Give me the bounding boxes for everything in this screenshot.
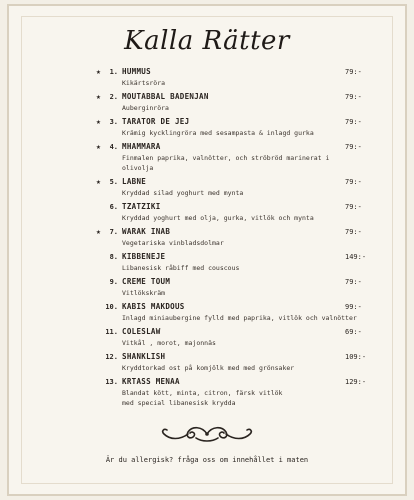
menu-item-name: SHANKLISH [122, 352, 166, 361]
menu-item-description-line: Krämig kycklingröra med sesampasta & inlagd gurka [122, 129, 314, 137]
menu-item-description [0, 363, 362, 373]
menu-item-number: 11. [105, 328, 118, 336]
menu-item-description-line: Auberginröra [122, 104, 169, 112]
menu-item-price: 149:- [345, 253, 367, 261]
menu-item-name: KABIS MAKDOUS [122, 302, 185, 311]
menu-item-price: 129:- [345, 378, 367, 386]
menu-item-row [0, 276, 414, 288]
menu-item-description-line: Kryddtorkad ost på komjölk med med grönsaker [122, 364, 295, 372]
menu-item-description-line: Blandat kött, minta, citron, färsk vitlök [122, 389, 283, 397]
menu-item-description-line: Vegetariska vinbladsdolmar [122, 239, 224, 247]
menu-item-row [0, 376, 414, 388]
menu-item-number: 4. [109, 143, 118, 151]
page-title: Kalla Rätter [124, 26, 290, 56]
menu-item-row [0, 201, 414, 213]
menu-item-description [0, 128, 362, 138]
menu-item-number: 8. [109, 253, 118, 261]
menu-item-price: 79:- [345, 93, 362, 101]
menu-item-row [0, 116, 414, 128]
menu-item-name: CREME TOUM [122, 277, 171, 286]
menu-item-price: 69:- [345, 328, 362, 336]
menu-item [0, 176, 414, 198]
star-icon: ★ [96, 67, 101, 76]
menu-item-row [0, 301, 414, 313]
menu-item-row [0, 91, 414, 103]
menu-item-description-line: med special libanesisk krydda [122, 399, 236, 407]
menu-item-name: TZATZIKI [122, 202, 161, 211]
menu-item-number: 13. [105, 378, 118, 386]
menu-item-number: 1. [109, 68, 118, 76]
menu-item-name: MOUTABBAL BADENJAN [122, 92, 209, 101]
allergy-note: Är du allergisk? fråga oss om innehållet i maten [105, 456, 309, 464]
menu-item-name: MHAMMARA [122, 142, 161, 151]
menu-item-price: 79:- [345, 228, 362, 236]
menu-item-name: HUMMUS [122, 67, 151, 76]
menu-item-description [0, 153, 362, 173]
menu-item-price: 109:- [345, 353, 367, 361]
menu-item-number: 9. [109, 278, 118, 286]
menu-item [0, 276, 414, 298]
menu-item-description-line: Libanesisk råbiff med couscous [122, 264, 240, 272]
menu-item-row [0, 251, 414, 263]
menu-item-name: LABNE [122, 177, 147, 186]
menu-item-number: 10. [105, 303, 118, 311]
menu-item-description-line: Finmalen paprika, valnötter, och ströbröd marinerat i olivolja [122, 154, 330, 172]
star-icon: ★ [96, 92, 101, 101]
menu-item-price: 79:- [345, 278, 362, 286]
menu-item-row [0, 226, 414, 238]
menu-item-number: 12. [105, 353, 118, 361]
menu-item-name: WARAK INAB [122, 227, 171, 236]
menu-item-number: 3. [109, 118, 118, 126]
menu-item-description-line: Inlagd miniaubergine fylld med paprika, vitlök och valnötter [122, 314, 357, 322]
menu-item-name: COLESLAW [122, 327, 161, 336]
menu-item-price: 79:- [345, 203, 362, 211]
menu-item-name: KRTASS MENAA [122, 377, 180, 386]
menu-item-description [0, 238, 362, 248]
menu-item-description [0, 288, 362, 298]
menu-item [0, 201, 414, 223]
menu-item-description [0, 103, 362, 113]
menu-item [0, 116, 414, 138]
flourish-divider-icon [158, 422, 256, 446]
menu-item-row [0, 176, 414, 188]
menu-item-description [0, 313, 362, 323]
menu-item-price: 79:- [345, 118, 362, 126]
menu-item-description-line: Kryddad yoghurt med olja, gurka, vitlök och mynta [122, 214, 314, 222]
menu-item-description-line: Kryddad silad yoghurt med mynta [122, 189, 244, 197]
menu-item-row [0, 326, 414, 338]
menu-item-description-line: Kikärtsröra [122, 79, 166, 87]
menu-item-price: 79:- [345, 143, 362, 151]
menu-item-price: 79:- [345, 178, 362, 186]
menu-item [0, 326, 414, 348]
menu-item-number: 7. [109, 228, 118, 236]
menu-item [0, 141, 414, 173]
menu-item-description [0, 263, 362, 273]
menu-item-description [0, 338, 362, 348]
star-icon: ★ [96, 142, 101, 151]
star-icon: ★ [96, 177, 101, 186]
menu-item [0, 66, 414, 88]
menu-item-price: 79:- [345, 68, 362, 76]
menu-item-description [0, 188, 362, 198]
menu-item-row [0, 351, 414, 363]
menu-list [0, 66, 414, 411]
menu-item-description [0, 388, 362, 408]
star-icon: ★ [96, 117, 101, 126]
menu-item [0, 351, 414, 373]
menu-item [0, 226, 414, 248]
menu-item-number: 6. [109, 203, 118, 211]
menu-item [0, 91, 414, 113]
menu-item [0, 251, 414, 273]
menu-item [0, 376, 414, 408]
menu-item-name: TARATOR DE JEJ [122, 117, 190, 126]
menu-item-row [0, 66, 414, 78]
menu-item-description [0, 213, 362, 223]
star-icon: ★ [96, 227, 101, 236]
menu-item-price: 99:- [345, 303, 362, 311]
menu-item-name: KIBBENEJE [122, 252, 166, 261]
menu-item [0, 301, 414, 323]
menu-item-row [0, 141, 414, 153]
menu-item-number: 5. [109, 178, 118, 186]
menu-item-number: 2. [109, 93, 118, 101]
menu-item-description [0, 78, 362, 88]
menu-item-description-line: Vitkål , morot, majonnäs [122, 339, 216, 347]
menu-item-description-line: Vitlökskräm [122, 289, 166, 297]
